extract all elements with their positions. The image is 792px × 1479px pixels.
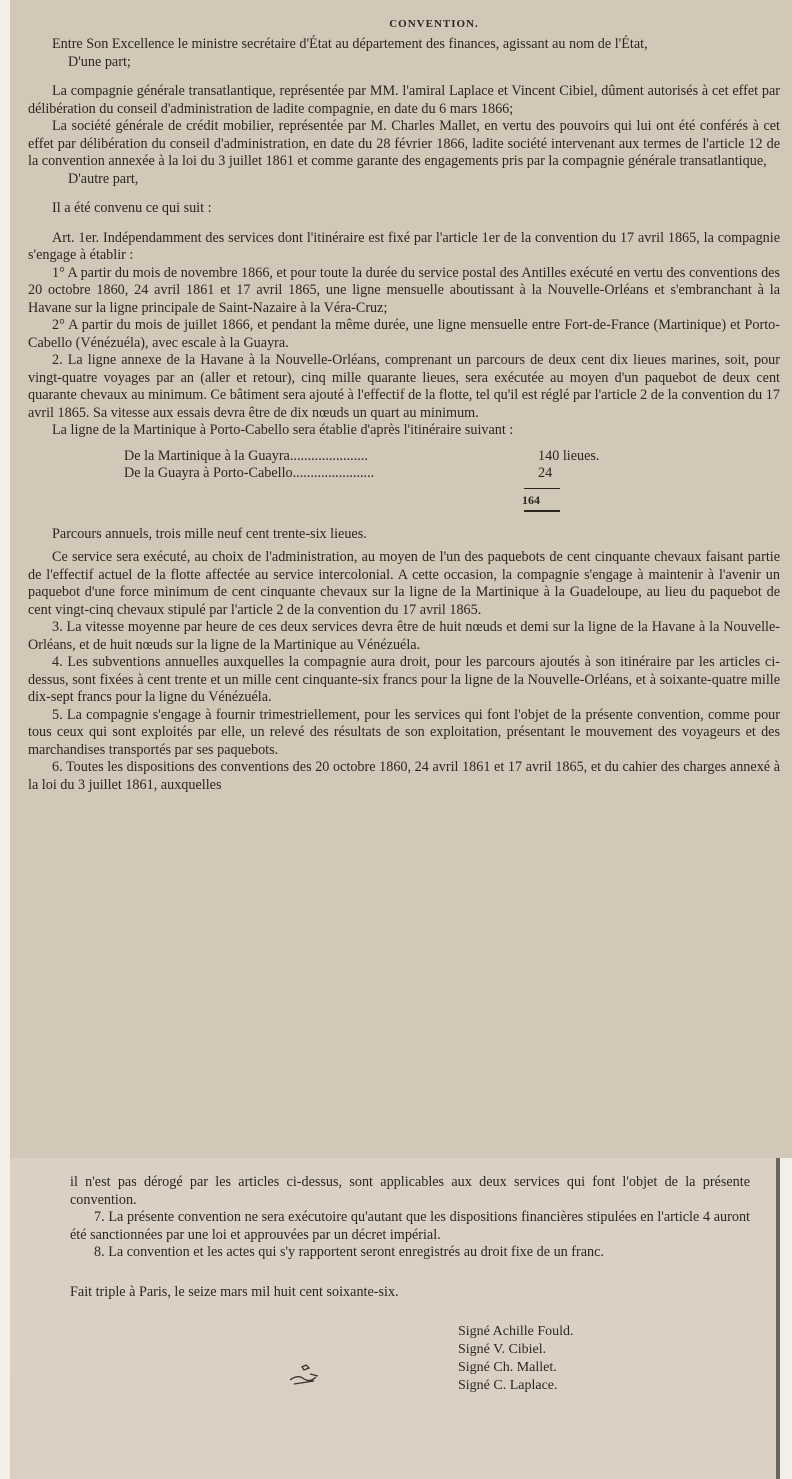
article-4: 4. Les subventions annuelles auxquelles la compagnie aura droit, pour les parcours ajoutés à son itinéraire par les articles ci-dessus, sont fixées à cent trente et un mille cent cinquante-six francs pour la ligne de la Nouvelle-Orléans, et à soixante-quatre mille dix-sept francs pour la ligne du Vénézuéla. (28, 654, 780, 705)
party-1: Entre Son Excellence le ministre secrétaire d'État au département des finances, agissant au nom de l'État, (52, 36, 648, 52)
article-6: 6. Toutes les dispositions des conventions des 20 octobre 1860, 24 avril 1861 et 17 avril 1865, et du cahier des charges annexé à la loi du 3 juillet 1861, auxquelles (28, 759, 780, 793)
itinerary-label: De la Martinique à la Guayra...................... (124, 447, 368, 464)
article-8: 8. La convention et les actes qui s'y rapportent seront enregistrés au droit fixe de un franc. (94, 1244, 604, 1260)
document-heading: CONVENTION. (389, 18, 479, 30)
page-lower-sheet (10, 1158, 780, 1479)
article-3: 3. La vitesse moyenne par heure de ces deux services devra être de huit nœuds et demi sur la ligne de la Havane à la Nouvelle-Orléans, et de huit nœuds sur la ligne de la Martinique au Vénézuéla. (28, 619, 780, 653)
agreed-statement: Il a été convenu ce qui suit : (52, 200, 212, 216)
article-1-item-2: 2° A partir du mois de juillet 1866, et pendant la même durée, une ligne mensuelle entre Fort-de-France (Martinique) et Porto-Cabello (Vénézuéla), avec escale à la Guayra. (28, 317, 780, 351)
itinerary-value: 140 lieues. (538, 447, 600, 464)
party-2: La compagnie générale transatlantique, représentée par MM. l'amiral Laplace et Vincent Cibiel, dûment autorisés à cet effet par délibération du conseil d'administration de ladite compagnie, en date du 6 mars 1866; (28, 83, 780, 117)
closing-statement: Fait triple à Paris, le seize mars mil huit cent soixante-six. (70, 1283, 399, 1300)
itinerary-table (124, 448, 624, 482)
itinerary-total: 164 (522, 492, 540, 507)
small-ink-mark-icon (288, 1364, 324, 1386)
page-upper-sheet (10, 0, 792, 1158)
annual-distance: Parcours annuels, trois mille neuf cent trente-six lieues. (52, 525, 367, 542)
article-6-continuation: il n'est pas dérogé par les articles ci-dessus, sont applicables aux deux services qui font l'objet de la présente convention. (70, 1174, 750, 1208)
article-2: 2. La ligne annexe de la Havane à la Nouvelle-Orléans, comprenant un parcours de deux cent dix lieues marines, soit, pour vingt-quatre voyages par an (aller et retour), cinq mille quarante lieues, sera exécutée au moyen d'un paquebot de deux cent quarante chevaux au minimum. Ce bâtiment sera ajouté à l'effectif de la flotte, tel qu'il est réglé par l'article 2 de la convention du 17 avril 1865. Sa vitesse aux essais devra être de dix nœuds un quart au minimum. (28, 352, 780, 421)
service-paragraph: Ce service sera exécuté, au choix de l'administration, au moyen de l'un des paquebots de cent cinquante chevaux faisant partie de l'effectif actuel de la flotte affectée au service intercolonial. A cette occasion, la compagnie s'engage à maintenir à l'avenir un paquebot d'une force minimum de cent cinquante chevaux sur la ligne de la Martinique à la Guadeloupe, au lieu du paquebot de cent vingt-cinq chevaux stipulé par l'article 2 de la convention du 17 avril 1865. (28, 549, 780, 618)
party-1-close: D'une part; (68, 53, 131, 70)
article-7: 7. La présente convention ne sera exécutoire qu'autant que les dispositions financières stipulées en l'article 4 auront été sanctionnées par une loi et approuvées par un décret impérial. (70, 1209, 750, 1243)
signature-line: Signé C. Laplace. (458, 1378, 558, 1393)
itinerary-row (124, 448, 624, 465)
article-1-item-1: 1° A partir du mois de novembre 1866, et pour toute la durée du service postal des Antilles exécuté en vertu des conventions des 20 octobre 1860, 24 avril 1861 et 17 avril 1865, une ligne mensuelle aboutissant à la Nouvelle-Orléans et s'embranchant à la Havane sur la ligne principale de Saint-Nazaire à la Véra-Cruz; (28, 264, 780, 316)
signature-line: Signé Ch. Mallet. (458, 1360, 557, 1375)
article-5: 5. La compagnie s'engage à fournir trimestriellement, pour les services qui font l'objet de la présente convention, comme pour tous ceux qui sont exploités par elle, un relevé des résultats de son exploitation, présentant le mouvement des voyageurs et des marchandises transportés par ses paquebots. (28, 706, 780, 758)
signature-line: Signé V. Cibiel. (458, 1342, 547, 1357)
party-3-close: D'autre part, (68, 170, 139, 187)
signature-line: Signé Achille Fould. (458, 1324, 574, 1339)
sum-rule (524, 488, 560, 489)
article-1: Art. 1er. Indépendamment des services dont l'itinéraire est fixé par l'article 1er de la convention du 17 avril 1865, la compagnie s'engage à établir : (28, 229, 780, 263)
signature-block (458, 1323, 776, 1395)
party-3: La société générale de crédit mobilier, représentée par M. Charles Mallet, en vertu des pouvoirs qui lui ont été conférés à cet effet par délibération du conseil d'administration, en date du 28 février 1866, ladite société intervenant aux termes de l'article 12 de la convention annexée à la loi du 3 juillet 1861 et comme garante des engagements pris par la compagnie générale transatlantique, (28, 118, 780, 169)
itinerary-label: De la Guayra à Porto-Cabello....................... (124, 464, 375, 481)
itinerary-intro: La ligne de la Martinique à Porto-Cabello sera établie d'après l'itinéraire suivant : (52, 422, 514, 438)
itinerary-row (124, 465, 624, 482)
itinerary-value: 24 (538, 464, 553, 481)
total-rule (524, 510, 560, 512)
